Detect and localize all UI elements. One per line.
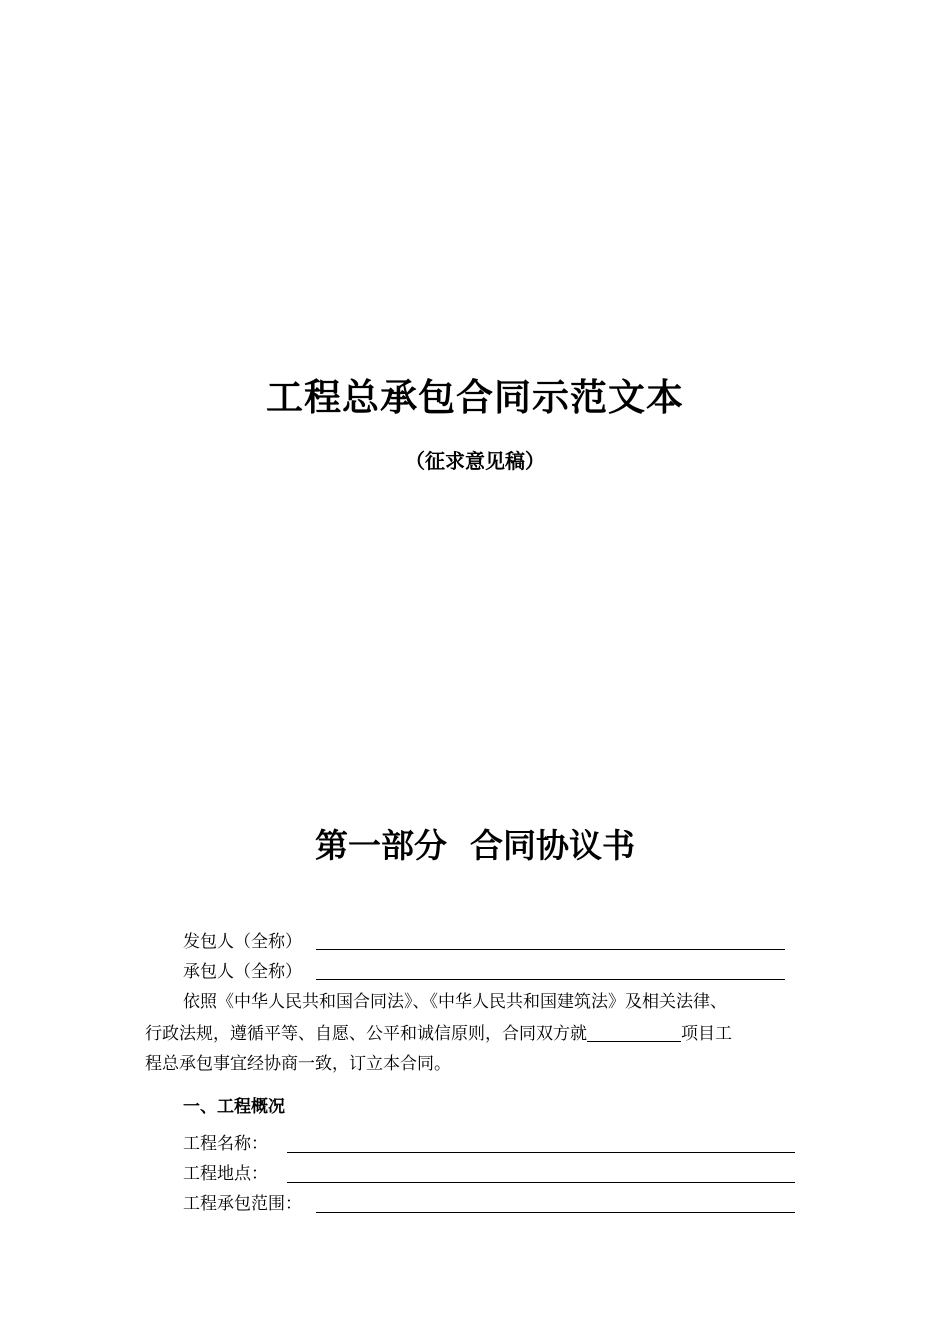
preamble-line-2: [145, 1021, 732, 1047]
section-heading-project-overview: 一、工程概况: [183, 1097, 285, 1117]
project-name-line: [183, 1131, 268, 1157]
employer-line: [183, 929, 302, 955]
employer-label: 发包人（全称）: [183, 932, 302, 952]
contractor-label: 承包人（全称）: [183, 962, 302, 982]
preamble-line-1: 依照《中华人民共和国合同法》、《中华人民共和国建筑法》及相关法律、: [183, 992, 727, 1012]
part-one-title: 第一部分 合同协议书: [315, 826, 635, 865]
project-scope-field[interactable]: [316, 1212, 795, 1213]
project-location-label: 工程地点：: [183, 1164, 268, 1184]
preamble-line-2-start: 行政法规，遵循平等、自愿、公平和诚信原则，合同双方就: [145, 1024, 587, 1044]
project-scope-label: 工程承包范围：: [183, 1194, 302, 1214]
project-name-label: 工程名称：: [183, 1134, 268, 1154]
preamble-line-2-end: 项目工: [681, 1024, 732, 1044]
document-subtitle: （征求意见稿）: [405, 449, 545, 473]
project-name-field[interactable]: [287, 1152, 795, 1153]
contractor-name-field[interactable]: [316, 979, 785, 980]
project-name-blank[interactable]: [587, 1023, 681, 1042]
project-scope-line: [183, 1191, 302, 1217]
preamble-line-3: 程总承包事宜经协商一致，订立本合同。: [145, 1054, 451, 1074]
employer-name-field[interactable]: [316, 949, 785, 950]
project-location-line: [183, 1161, 268, 1187]
contractor-line: [183, 959, 302, 985]
project-location-field[interactable]: [287, 1182, 795, 1183]
document-title: 工程总承包合同示范文本: [266, 375, 684, 419]
